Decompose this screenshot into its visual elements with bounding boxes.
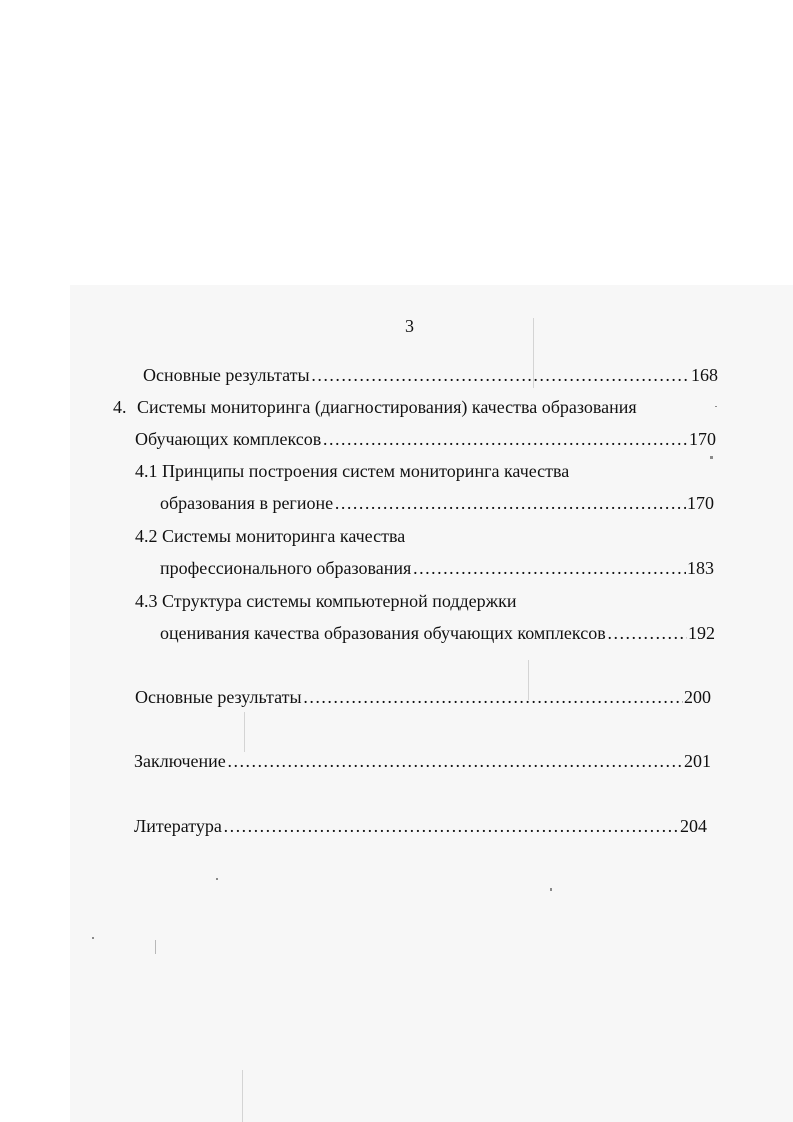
- page-number: 3: [405, 316, 414, 336]
- dot-leader: [223, 815, 679, 837]
- chapter-number: 4.: [113, 397, 127, 417]
- toc-entry-chapter-4: [135, 428, 716, 450]
- toc-page-number: 168: [691, 365, 718, 385]
- toc-entry-text: Заключение: [134, 751, 226, 771]
- toc-entry-text: Основные результаты: [135, 687, 302, 707]
- toc-entry-results-1: [143, 364, 718, 386]
- section-4-1-line1: 4.1 Принципы построения систем мониторинга качества: [135, 461, 570, 481]
- scan-speck: [92, 937, 94, 939]
- toc-page-number: 204: [680, 816, 707, 836]
- dot-leader: [227, 750, 683, 772]
- scan-speck: [715, 406, 717, 407]
- dot-leader: [412, 557, 686, 579]
- toc-entry-conclusion: [134, 750, 711, 772]
- scan-speck: [550, 888, 552, 891]
- toc-page-number: 201: [684, 751, 711, 771]
- dot-leader: [322, 428, 688, 450]
- chapter-title-line2: Обучающих комплексов: [135, 429, 322, 449]
- toc-page-number: 170: [689, 429, 716, 449]
- dot-leader: [311, 364, 690, 386]
- toc-entry-text: Литература: [134, 816, 222, 836]
- scan-speck: [216, 878, 218, 880]
- section-4-3-line2: оценивания качества образования обучающих комплексов: [160, 623, 606, 643]
- scan-speck: [710, 456, 713, 459]
- section-4-3-line1: 4.3 Структура системы компьютерной поддержки: [135, 591, 517, 611]
- section-4-2-line1: 4.2 Системы мониторинга качества: [135, 526, 406, 546]
- scan-artifact-line: [244, 712, 245, 752]
- toc-entry-section-4-1: [160, 492, 714, 514]
- chapter-title-line1: Системы мониторинга (диагностирования) качества образования: [137, 397, 637, 417]
- scan-artifact-line: [155, 940, 156, 954]
- toc-entry-text: Основные результаты: [143, 365, 310, 385]
- toc-entry-section-4-2: [160, 557, 714, 579]
- toc-entry-literature: [134, 815, 707, 837]
- toc-page-number: 183: [687, 558, 714, 578]
- section-4-1-line2: образования в регионе: [160, 493, 334, 513]
- toc-page-number: 200: [684, 687, 711, 707]
- toc-entry-section-4-3: [160, 622, 715, 644]
- dot-leader: [303, 686, 683, 708]
- section-4-2-line2: профессионального образования: [160, 558, 412, 578]
- scan-artifact-line: [242, 1070, 243, 1122]
- dot-leader: [607, 622, 687, 644]
- toc-page-number: 170: [687, 493, 714, 513]
- toc-entry-results-2: [135, 686, 711, 708]
- dot-leader: [334, 492, 686, 514]
- toc-page-number: 192: [688, 623, 715, 643]
